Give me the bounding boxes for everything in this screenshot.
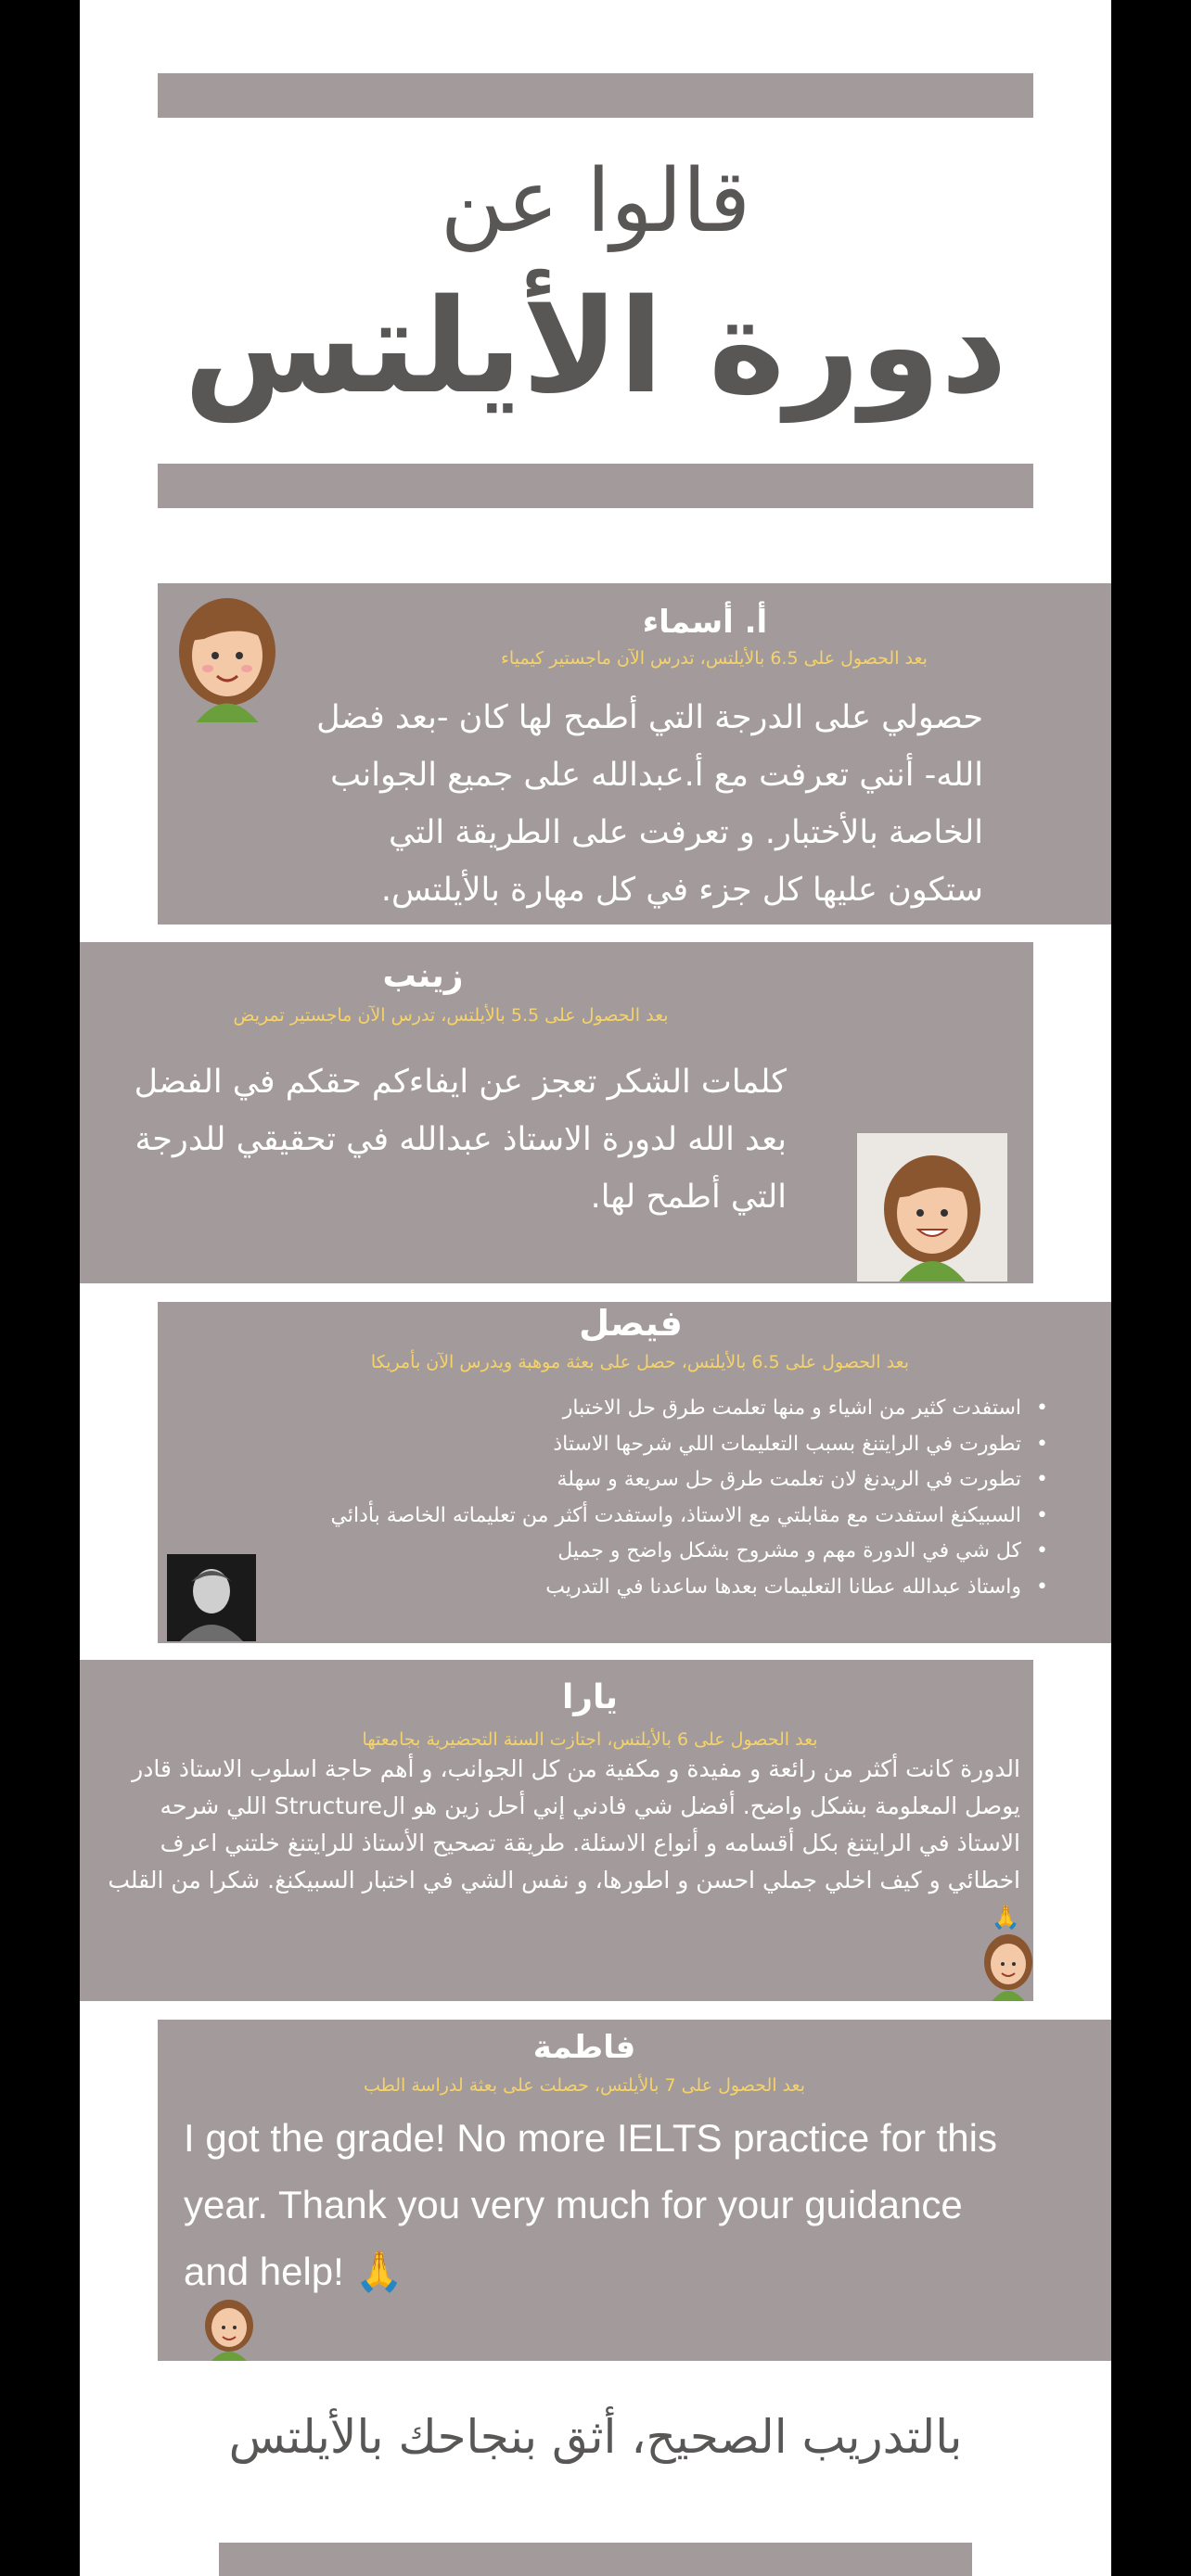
avatar-photo-icon [167,1554,256,1641]
list-item: • تطورت في الرايتنغ بسبب التعليمات اللي شرحها الاستاذ [269,1427,1048,1463]
testimonial-subtitle: بعد الحصول على 6.5 بالأيلتس، حصل على بعثة موهبة ويدرس الآن بأمريكا [370,1352,910,1372]
testimonial-card-fatima [158,2020,1111,2361]
list-item: • استفدت كثير من اشياء و منها تعلمت طرق حل الاختبار [269,1391,1048,1427]
header-title-line2: دورة الأيلتس [184,272,1007,423]
testimonial-text: I got the grade! No more IELTS practice for this year. Thank you very much for your guidance and help! 🙏 [184,2116,997,2293]
avatar-girl-icon [857,1133,1007,1282]
testimonial-card-faisal [158,1302,1111,1643]
footer-bar [219,2543,972,2576]
testimonial-text: الدورة كانت أكثر من رائعة و مفيدة و مكفية من كل الجوانب، و أهم حاجة اسلوب الاستاذ قادر يوصل المعلومة بشكل واضح. أفضل شي فادني إني أحل زين هو الStructure اللي شرحه الاستاذ في الرايتنغ بكل أقسامه و أنواع الاسئلة. طريقة تصحيح الأستاذ للرايتنغ خلتني اعرف اخطائي و كيف اخلي جملي احسن و اطورها، و نفس الشي في اختبار السبيكنغ. شكرا من القلب🙏 [108,1755,1020,1931]
testimonial-name: يارا [561,1678,619,1716]
list-item: • تطورت في الريدنغ لان تعلمت طرق حل سريعة و سهلة [269,1462,1048,1498]
list-item: • السبيكنغ استفدت مع مقابلتي مع الاستاذ، واستفدت أكثر من تعليماته الخاصة بأدائي [269,1498,1048,1535]
testimonial-subtitle: بعد الحصول على 6.5 بالأيلتس، تدرس الآن ماجستير كيمياء [501,648,928,669]
testimonial-card-zainab [80,942,1033,1283]
testimonial-subtitle: بعد الحصول على 6 بالأيلتس، اجتازت السنة التحضيرية بجامعتها [362,1729,818,1750]
testimonial-name: زينب [382,957,464,995]
testimonial-name: أ. أسماء [642,604,768,641]
testimonial-text: حصولي على الدرجة التي أطمح لها كان -بعد فضل الله- أنني تعرفت مع أ.عبدالله على جميع الجوانب الخاصة بالأختبار. و تعرفت على الطريقة التي ستكون عليها كل جزء في كل مهارة بالأيلتس. [316,699,983,909]
avatar-girl-icon [176,585,278,722]
list-item: • كل شي في الدورة مهم و مشروح بشكل واضح و جميل [269,1534,1048,1570]
testimonials-page [80,0,1111,2576]
testimonial-text: كلمات الشكر تعجز عن ايفاءكم حقكم في الفضل بعد الله لدورة الاستاذ عبدالله في تحقيقي للدرجة التي أطمح لها. [134,1064,787,1216]
header-top-bar [158,73,1033,118]
avatar-girl-icon [983,1931,1033,2001]
testimonial-name: فاطمة [532,2029,636,2066]
header-bottom-bar [158,464,1033,508]
testimonial-points [269,1391,1048,1605]
header-title-line1: قالوا عن [440,151,751,252]
testimonial-card-yara [80,1660,1033,2001]
testimonial-subtitle: بعد الحصول على 7 بالأيلتس، حصلت على بعثة لدراسة الطب [363,2075,805,2096]
avatar-girl-icon [202,2298,256,2361]
list-item: • واستاذ عبدالله عطانا التعليمات بعدها ساعدنا في التدريب [269,1570,1048,1606]
testimonial-name: فيصل [579,1303,683,1344]
footer-text: بالتدريب الصحيح، أثق بنجاحك بالأيلتس [228,2410,963,2464]
testimonial-card-asmaa [158,583,1111,925]
testimonial-subtitle: بعد الحصول على 5.5 بالأيلتس، تدرس الآن ماجستير تمريض [233,1005,669,1026]
